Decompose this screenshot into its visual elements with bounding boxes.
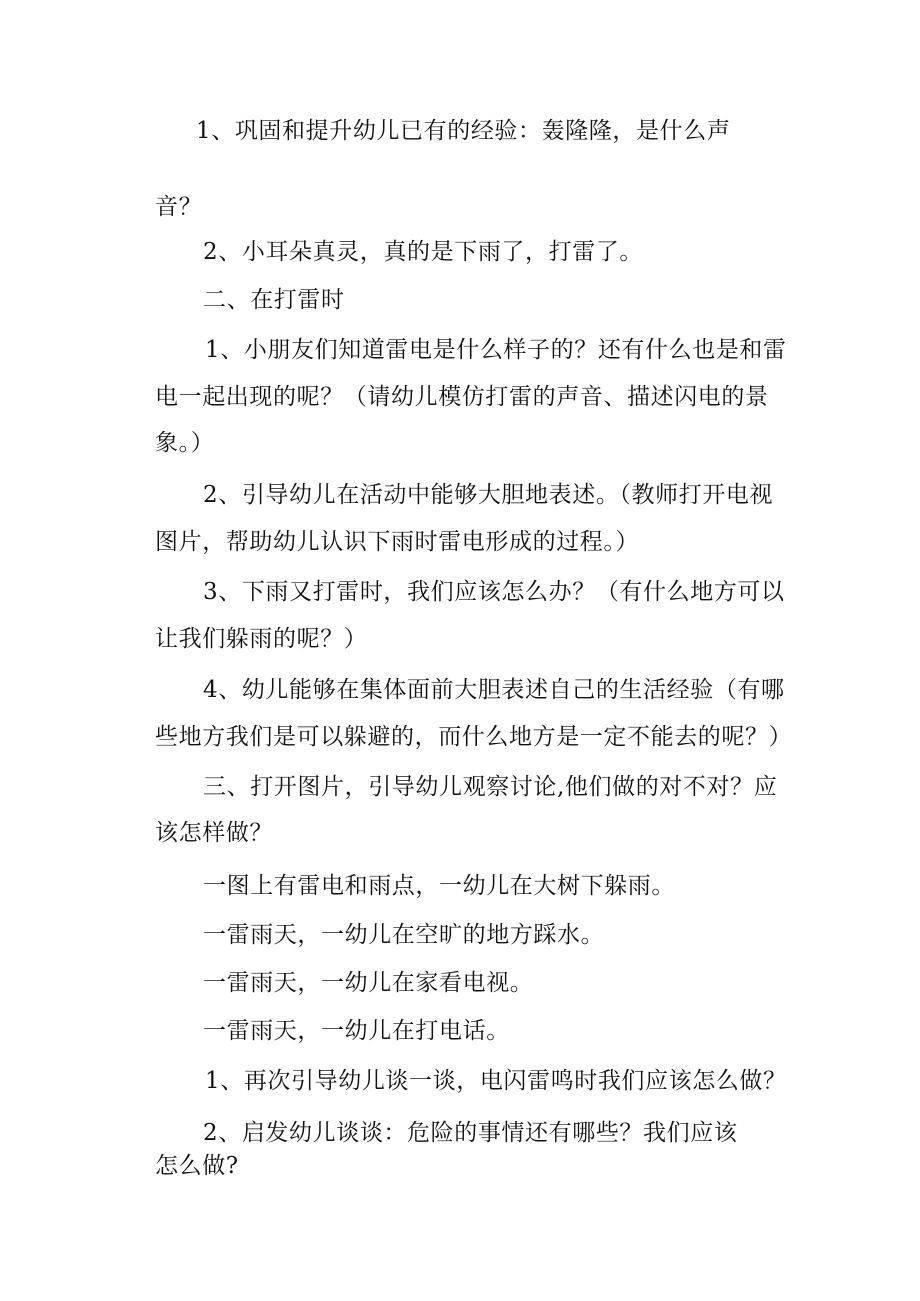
section-heading-2: 二、在打雷时 — [203, 287, 345, 313]
list-item-4: 一雷雨天，一幼儿在打电话。 — [203, 1018, 510, 1044]
text-line-20: 1、再次引导幼儿谈一谈，电闪雷鸣时我们应该怎么做？ — [205, 1068, 787, 1094]
text-line-21: 2、启发幼儿谈谈：危险的事情还有哪些？我们应该 — [203, 1120, 738, 1146]
text-line-10: 3、下雨又打雷时，我们应该怎么办？（有什么地方可以 — [203, 579, 785, 605]
list-item-1: 一图上有雷电和雨点，一幼儿在大树下躲雨。 — [203, 873, 675, 899]
text-line-1: 1、巩固和提升幼儿已有的经验：轰隆隆，是什么声 — [196, 118, 731, 144]
list-item-3: 一雷雨天，一幼儿在家看电视。 — [203, 970, 534, 996]
text-line-2: 音？ — [155, 194, 203, 220]
text-line-3: 2、小耳朵真灵，真的是下雨了，打雷了。 — [203, 239, 644, 265]
text-line-22: 怎么做? — [155, 1153, 239, 1179]
text-line-7: 象。） — [155, 430, 215, 456]
section-heading-3: 三、打开图片，引导幼儿观察讨论,他们做的对不对？应 — [203, 774, 778, 800]
list-item-2: 一雷雨天，一幼儿在空旷的地方踩水。 — [203, 922, 605, 948]
text-line-11: 让我们躲雨的呢？） — [155, 626, 368, 652]
text-line-9: 图片，帮助幼儿认识下雨时雷电形成的过程。） — [155, 529, 640, 555]
text-line-15: 该怎样做？ — [155, 820, 273, 846]
text-line-12: 4、幼儿能够在集体面前大胆表述自己的生活经验（有哪 — [203, 677, 785, 703]
text-line-8: 2、引导幼儿在活动中能够大胆地表述。（教师打开电视 — [203, 482, 774, 508]
text-line-5: 1、小朋友们知道雷电是什么样子的？还有什么也是和雷 — [205, 337, 787, 363]
text-line-6: 电一起出现的呢？（请幼儿模仿打雷的声音、描述闪电的景 — [155, 384, 769, 410]
text-line-13: 些地方我们是可以躲避的，而什么地方是一定不能去的呢？） — [155, 724, 793, 750]
